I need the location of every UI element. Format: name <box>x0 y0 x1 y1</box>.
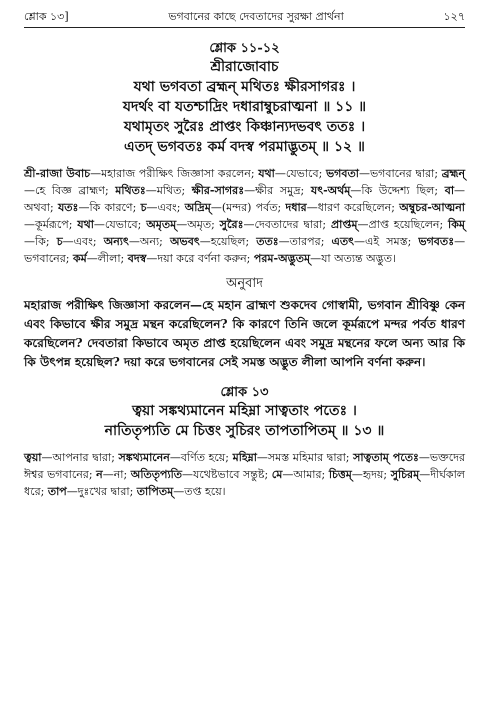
synonym-word: মে <box>271 468 283 481</box>
chapter-verse-ref: শ্লোক ১৩] <box>24 10 69 23</box>
synonym-word: ন <box>96 468 103 481</box>
synonym-word: পরম-অদ্ভুতম্ <box>253 252 311 265</box>
synonym-meaning: যেভাবে <box>285 167 319 180</box>
synonym-word: প্রাপ্তম্ <box>330 218 358 231</box>
synonym-word: ক্ষীর-সাগরঃ <box>191 184 245 197</box>
synonym-word: তাপিতম্ <box>136 485 174 498</box>
synonym-meaning: কি কারণে <box>89 201 133 214</box>
synonym-word: সুচিরম্ <box>390 468 420 481</box>
synonym-word: সঙ্কথ্যমানেন <box>118 451 170 464</box>
synonym-word: অন্যৎ <box>103 235 129 248</box>
synonym-word: বদস্ব <box>127 252 147 265</box>
synonym-word: যৎ-অর্থম্ <box>310 184 351 197</box>
synonym-word: যথা <box>77 218 94 231</box>
synonym-meaning: হৃদয় <box>362 468 384 481</box>
synonym-meaning: না <box>113 468 124 481</box>
synonym-word: মহিম্না <box>232 451 257 464</box>
synonym-word: ত্বয়া <box>24 451 42 464</box>
synonym-meaning: অথবা <box>24 201 50 214</box>
synonym-word: এতৎ <box>331 235 355 248</box>
verse-block <box>24 57 465 157</box>
synonym-word: দধার <box>285 201 307 214</box>
synonym-word: অমৃতম্ <box>146 218 177 231</box>
synonym-meaning: যথেষ্টভাবে সন্তুষ্ট <box>193 468 265 481</box>
synonym-meaning: দীর্ঘকাল ধরে <box>24 468 466 498</box>
synonym-word: চ <box>56 235 63 248</box>
synonym-word: যথা <box>258 167 275 180</box>
translation-text: মহারাজ পরীক্ষিৎ জিজ্ঞাসা করলেন—হে মহান ব্রাহ্মণ শুকদেব গোস্বামী, ভগবান শ্রীবিষ্ণু কেন এবং কিভাবে ক্ষীর সমুদ্র মন্থন করেছিলেন? কি কারণে তিনি জলে কূর্মরূপে মন্দর পর্বত ধারণ করেছিলেন? দেবতারা কিভাবে অমৃত প্রাপ্ত হয়েছিলেন এবং সমুদ্র মন্থনের ফলে অন্য আর কি কি উৎপন্ন হয়েছিল? দয়া করে ভগবানের সেই সমস্ত অদ্ভুত লীলা আপনি বর্ণনা করুন। <box>24 298 465 369</box>
synonym-meaning: বর্ণিত হয়ে <box>180 451 226 464</box>
verse-line: যথা ভগবতা ব্রহ্মন্ মথিতঃ ক্ষীরসাগরঃ । <box>133 79 356 95</box>
synonym-meaning: কি উদ্দেশ্য ছিল <box>361 184 435 197</box>
synonym-word: যতঃ <box>57 201 79 214</box>
running-title: ভগবানের কাছে দেবতাদের সুরক্ষা প্রার্থনা <box>168 10 344 23</box>
synonym-meaning: দুঃখের দ্বারা <box>77 485 130 498</box>
synonym-meaning: কূর্মরূপে <box>35 218 69 231</box>
verse-line: নাতিতৃপ্যতি মে চিত্তং সুচিরং তাপতাপিতম্ ॥ ১৩ ॥ <box>104 423 385 439</box>
header-rule <box>24 27 465 28</box>
verse-heading: শ্লোক ১১-১২ <box>209 41 280 56</box>
page-number: ১২৭ <box>443 10 465 23</box>
synonym-meaning: অন্য <box>139 235 160 248</box>
word-for-word-synonyms: ত্বয়া—আপনার দ্বারা; সঙ্কথ্যমানেন—বর্ণিত হয়ে; মহিম্না—সমস্ত মহিমার দ্বারা; সাত্বতাম্ পতেঃ—ভক্তদের ঈশ্বর ভগবানের; ন—না; অতিতৃপ্যতি—যথেষ্টভাবে সন্তুষ্ট; মে—আমার; চিত্তম্—হৃদয়; সুচিরম্—দীর্ঘকাল ধরে; তাপ—দুঃখের দ্বারা; তাপিতম্—তপ্ত হয়ে। <box>24 451 466 498</box>
synonym-meaning: তপ্ত হয়ে। <box>184 485 226 498</box>
synonym-word: অভবৎ <box>170 235 200 248</box>
synonym-word: শ্রী-রাজা উবাচ <box>24 167 91 180</box>
synonym-word: ততঃ <box>256 235 279 248</box>
synonym-word: সাত্বতাম্ পতেঃ <box>353 451 419 464</box>
synonym-meaning: এই সমস্ত <box>365 235 408 248</box>
synonym-word: ভগবতা <box>325 167 359 180</box>
synonym-meaning: তারপর <box>289 235 321 248</box>
synonym-meaning: মহারাজ পরীক্ষিৎ জিজ্ঞাসা করলেন <box>101 167 251 180</box>
synonym-meaning: আমার <box>293 468 322 481</box>
synonym-meaning: সমস্ত মহিমার দ্বারা <box>267 451 346 464</box>
synonym-word: ভগবতঃ <box>418 235 455 248</box>
synonym-word: ব্রহ্মন্ <box>441 167 466 180</box>
synonym-meaning: ক্ষীর সমুদ্র <box>255 184 301 197</box>
synonym-meaning: যেভাবে <box>104 218 138 231</box>
synonym-meaning: ভগবানের দ্বারা <box>369 167 435 180</box>
synonym-meaning: লীলা <box>97 252 121 265</box>
verse-line: যদর্থং বা যতশ্চাদ্রিং দধারাম্বুচরাত্মনা ॥ ১১ ॥ <box>122 99 367 115</box>
synonym-word: মথিতঃ <box>115 184 146 197</box>
synonym-word: অদ্রিম্ <box>184 201 211 214</box>
verse-line: ত্বয়া সঙ্কথ্যমানেন মহিম্না সাত্বতাং পতেঃ । <box>132 403 357 419</box>
synonym-meaning: যা অত্যন্ত অদ্ভুত <box>321 252 393 265</box>
synonym-meaning: অমৃত <box>187 218 212 231</box>
speaker-line: শ্রীরাজোবাচ <box>210 59 279 75</box>
verse-line: যথামৃতং সুরৈঃ প্রাপ্তং কিঞ্চান্যদভবৎ ততঃ । <box>123 119 366 135</box>
word-for-word-synonyms: শ্রী-রাজা উবাচ—মহারাজ পরীক্ষিৎ জিজ্ঞাসা করলেন; যথা—যেভাবে; ভগবতা—ভগবানের দ্বারা; ব্রহ্মন্—হে বিজ্ঞ ব্রাহ্মণ; মথিতঃ—মথিত; ক্ষীর-সাগরঃ—ক্ষীর সমুদ্র; যৎ-অর্থম্—কি উদ্দেশ্য ছিল; বা—অথবা; যতঃ—কি কারণে; চ—এবং; অদ্রিম্—(মন্দর) পর্বত; দধার—ধারণ করেছিলেন; অম্বুচর-আত্মনা—কূর্মরূপে; যথা—যেভাবে; অমৃতম্—অমৃত; সুরৈঃ—দেবতাদের দ্বারা; প্রাপ্তম্—প্রাপ্ত হয়েছিলেন; কিম্—কি; চ—এবং; অন্যৎ—অন্য; অভবৎ—হয়েছিল; ততঃ—তারপর; এতৎ—এই সমস্ত; ভগবতঃ—ভগবানের; কর্ম—লীলা; বদস্ব—দয়া করে বর্ণনা করুন; পরম-অদ্ভুতম্—যা অত্যন্ত অদ্ভুত। <box>24 167 466 265</box>
synonym-meaning: হে বিজ্ঞ ব্রাহ্মণ <box>35 184 105 197</box>
verse-heading: শ্লোক ১৩ <box>220 385 269 400</box>
synonym-word: অতিতৃপ্যতি <box>130 468 183 481</box>
synonym-word: কর্ম <box>72 252 87 265</box>
verse-line: এতদ্ ভগবতঃ কর্ম বদস্ব পরমাদ্ভুতম্ ॥ ১২ ॥ <box>124 139 365 155</box>
running-header <box>24 10 465 24</box>
synonym-meaning: হয়েছিল <box>210 235 246 248</box>
synonym-meaning: (মন্দর) পর্বত <box>221 201 278 214</box>
synonym-meaning: ভক্তদের ঈশ্বর ভগবানের <box>24 451 465 481</box>
synonym-meaning: দয়া করে বর্ণনা করুন <box>157 252 247 265</box>
synonym-meaning: এবং <box>73 235 93 248</box>
synonym-meaning: কি <box>35 235 46 248</box>
synonym-word: কিম্ <box>448 218 465 231</box>
synonym-meaning: এবং <box>157 201 177 214</box>
synonym-word: তাপ <box>47 485 67 498</box>
synonym-word: চিত্তম্ <box>328 468 352 481</box>
synonym-meaning: আপনার দ্বারা <box>52 451 112 464</box>
synonym-meaning: প্রাপ্ত হয়েছিলেন <box>368 218 440 231</box>
synonym-meaning: দেবতাদের দ্বারা <box>254 218 323 231</box>
synonym-word: সুরৈঃ <box>219 218 244 231</box>
translation-heading: অনুবাদ <box>226 276 263 291</box>
synonym-word: অম্বুচর-আত্মনা <box>399 201 465 214</box>
synonym-meaning: মথিত <box>156 184 182 197</box>
synonym-meaning: ধারণ করেছিলেন <box>317 201 392 214</box>
synonym-word: চ <box>140 201 147 214</box>
verse-block <box>24 401 465 441</box>
synonym-meaning: ভগবানের <box>24 252 66 265</box>
synonym-word: বা <box>444 184 455 197</box>
